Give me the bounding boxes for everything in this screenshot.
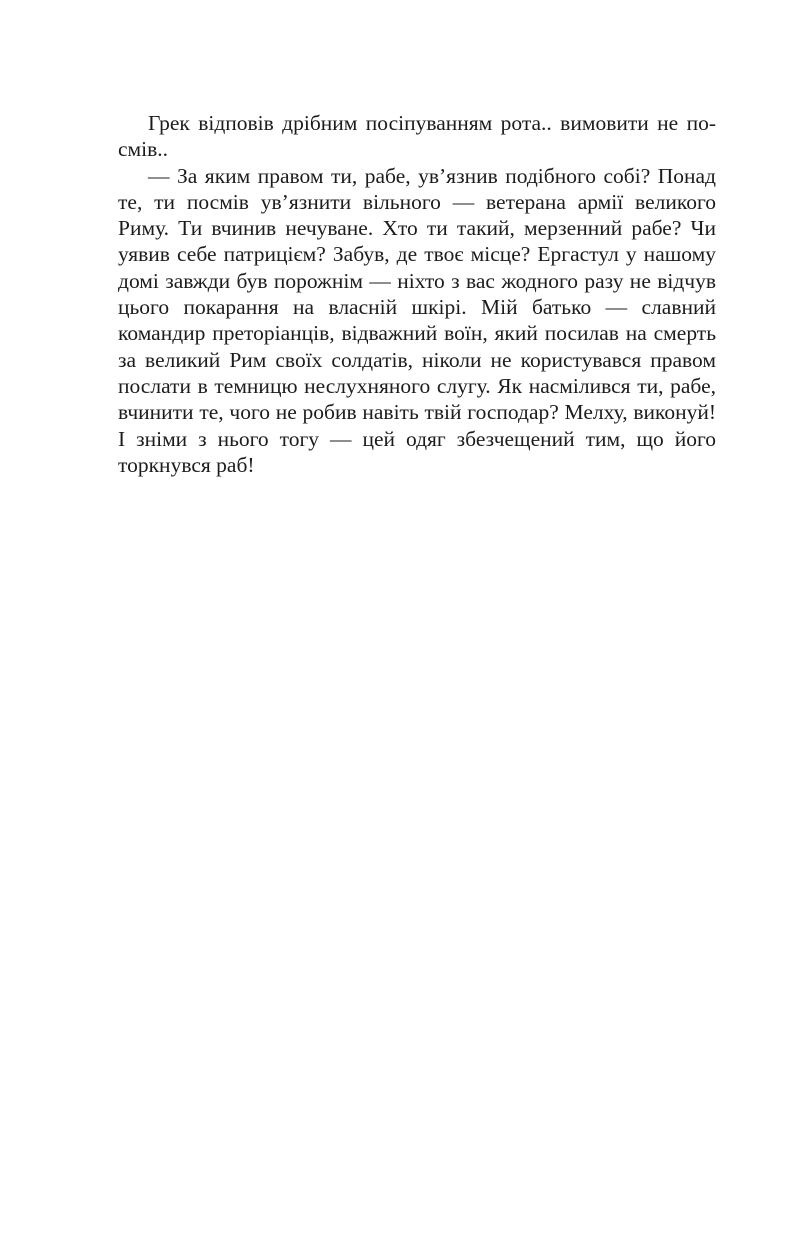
page-text — [118, 110, 716, 478]
paragraph-2: — За яким правом ти, рабе, ув’язнив подібного собі? Понад те, ти посмів ув’язнити вільного — ветерана армії великого Риму. Ти вчинив нечуване. Хто ти такий, мерзенний рабе? Чи уявив себе патрицієм? Забув, де твоє місце? Ергастул у нашому домі завжди був порожнім — ніхто з вас жодного разу не відчув цього покарання на власній шкірі. Мій батько — славний командир преторіанців, відважний воїн, який посилав на смерть за великий Рим своїх солдатів, ніколи не користувався правом послати в темницю неслухняного слугу. Як насмілився ти, рабе, вчинити те, чого не робив навіть твій господар? Мелху, виконуй! І зніми з нього тогу — цей одяг збезчещений тим, що його торкнувся раб! — [118, 163, 716, 477]
paragraph-1: Грек відповів дрібним посіпуванням рота.. вимовити не посмів.. — [118, 111, 716, 162]
